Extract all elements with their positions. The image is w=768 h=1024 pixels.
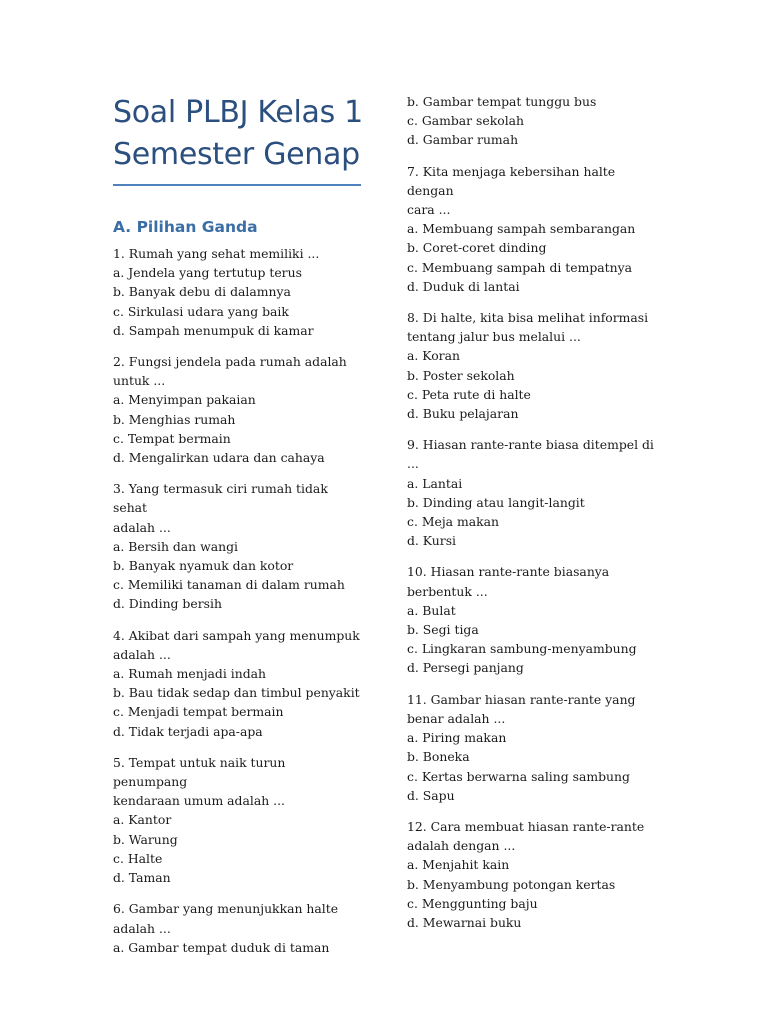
answer-option: a. Piring makan [407,730,507,746]
question-text: adalah ... [113,519,171,535]
question-text: benar adalah ... [407,710,506,726]
answer-option: b. Warung [113,831,178,847]
answer-option: c. Menggunting baju [407,895,538,911]
left-question-list [113,244,363,957]
left-column [113,0,363,969]
answer-option: b. Menghias rumah [113,411,236,427]
question-text: adalah ... [113,646,171,662]
answer-option: b. Boneka [407,749,470,765]
question-text: 8. Di halte, kita bisa melihat informasi [407,310,649,326]
question-text: adalah dengan ... [407,838,516,854]
question-text: 9. Hiasan rante-rante biasa ditempel di ... [407,437,658,472]
answer-option: d. Kursi [407,533,457,549]
question-item [407,308,657,423]
question-text: cara ... [407,202,451,218]
question-text: untuk ... [113,373,166,389]
answer-option: b. Coret-coret dinding [407,240,547,256]
answer-option: a. Membuang sampah sembarangan [407,221,636,237]
answer-option: d. Mengalirkan udara dan cahaya [113,450,325,466]
answer-option: c. Peta rute di halte [407,386,531,402]
question-text: 12. Cara membuat hiasan rante-rante [407,818,645,834]
title-line-2: Semester Genap [113,137,360,172]
answer-option: a. Bulat [407,602,456,618]
answer-option: c. Menjadi tempat bermain [113,704,284,720]
answer-option: d. Buku pelajaran [407,406,519,422]
answer-option: b. Bau tidak sedap dan timbul penyakit [113,685,360,701]
title-underline [113,184,361,186]
answer-option: a. Gambar tempat duduk di taman [113,939,330,955]
question-text: adalah ... [113,920,171,936]
answer-option: a. Lantai [407,475,463,491]
answer-option: b. Poster sekolah [407,367,515,383]
question-item [407,690,657,805]
answer-option: d. Duduk di lantai [407,278,520,294]
answer-option: d. Taman [113,870,171,886]
question-text: 6. Gambar yang menunjukkan halte [113,901,339,917]
answer-option: c. Tempat bermain [113,430,231,446]
answer-option: a. Koran [407,348,460,364]
answer-option: b. Banyak nyamuk dan kotor [113,558,294,574]
question-6-continued-options [407,92,657,150]
question-item [113,753,363,887]
question-item [113,626,363,741]
question-item [407,817,657,932]
answer-option: c. Kertas berwarna saling sambung [407,768,630,784]
answer-option: c. Membuang sampah di tempatnya [407,259,633,275]
answer-option: d. Sapu [407,787,455,803]
answer-option: a. Menjahit kain [407,857,510,873]
answer-option: a. Menyimpan pakaian [113,392,256,408]
answer-option: a. Jendela yang tertutup terus [113,265,302,281]
answer-option: c. Gambar sekolah [407,113,525,129]
answer-option: b. Banyak debu di dalamnya [113,284,291,300]
question-item [407,162,657,296]
question-item [113,352,363,467]
right-column [407,92,657,944]
question-text: 11. Gambar hiasan rante-rante yang [407,691,636,707]
question-text: tentang jalur bus melalui ... [407,329,581,345]
question-text: 2. Fungsi jendela pada rumah adalah [113,354,347,370]
question-text: 5. Tempat untuk naik turun penumpang [113,754,290,790]
answer-option: d. Tidak terjadi apa-apa [113,723,263,739]
right-question-list [407,162,657,933]
answer-option: c. Memiliki tanaman di dalam rumah [113,577,345,593]
answer-option: c. Lingkaran sambung-menyambung [407,641,637,657]
answer-option: d. Gambar rumah [407,132,519,148]
answer-option: c. Meja makan [407,514,500,530]
document-title [113,0,363,176]
question-item [407,435,657,550]
question-item [113,244,363,340]
answer-option: a. Rumah menjadi indah [113,666,266,682]
answer-option: d. Persegi panjang [407,660,524,676]
section-heading: A. Pilihan Ganda [113,218,258,236]
answer-option: d. Mewarnai buku [407,914,522,930]
answer-option: b. Dinding atau langit-langit [407,494,585,510]
question-item [113,479,363,613]
question-text: berbentuk ... [407,583,488,599]
answer-option: a. Bersih dan wangi [113,538,238,554]
question-text: kendaraan umum adalah ... [113,793,285,809]
answer-option: b. Menyambung potongan kertas [407,876,616,892]
answer-option: b. Gambar tempat tunggu bus [407,94,597,109]
answer-option: d. Sampah menumpuk di kamar [113,322,314,338]
answer-option: a. Kantor [113,812,172,828]
answer-option: c. Sirkulasi udara yang baik [113,303,289,319]
question-text: 7. Kita menjaga kebersihan halte dengan [407,163,620,198]
question-text: 4. Akibat dari sampah yang menumpuk [113,627,360,643]
answer-option: b. Segi tiga [407,622,479,638]
question-text: 1. Rumah yang sehat memiliki ... [113,246,320,261]
question-item [113,899,363,957]
answer-option: d. Dinding bersih [113,596,222,612]
title-line-1: Soal PLBJ Kelas 1 [113,95,363,130]
question-text: 10. Hiasan rante-rante biasanya [407,564,610,580]
question-text: 3. Yang termasuk ciri rumah tidak sehat [113,481,332,516]
answer-option: c. Halte [113,850,163,866]
question-item [407,562,657,677]
